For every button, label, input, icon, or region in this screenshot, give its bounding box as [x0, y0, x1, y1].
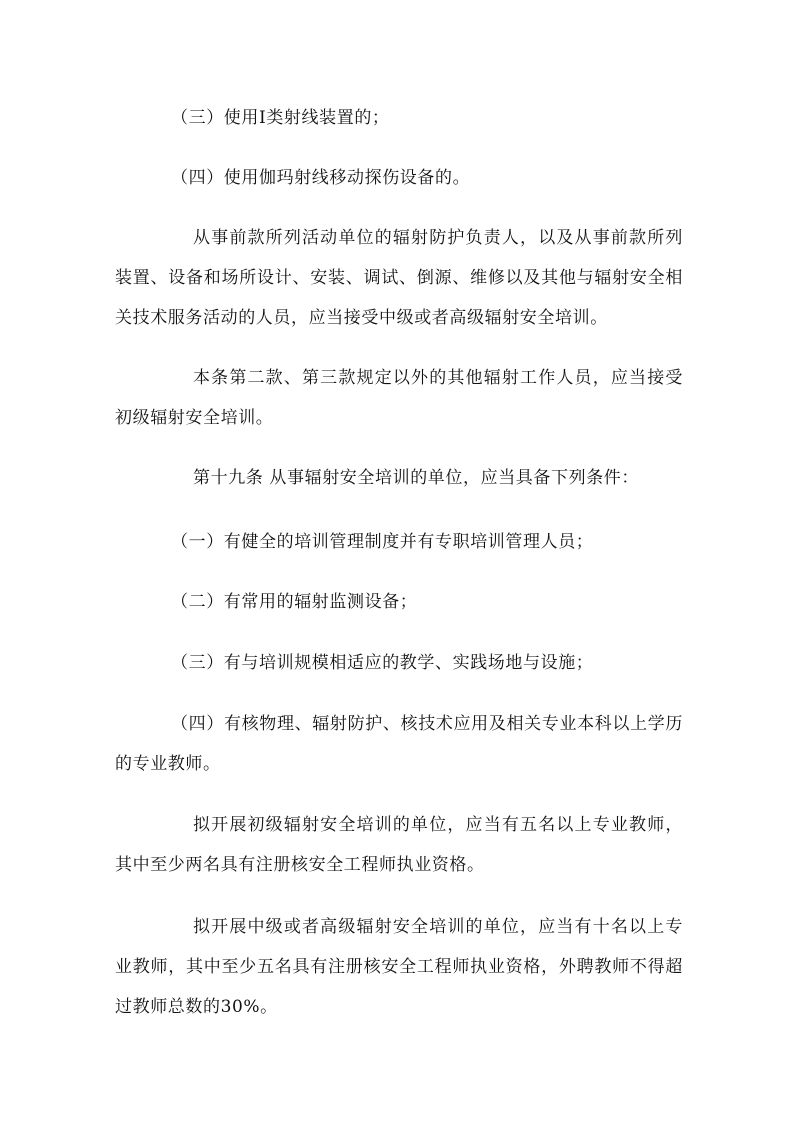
paragraph-junior-training-personnel: 本条第二款、第三款规定以外的其他辐射工作人员，应当接受初级辐射安全培训。: [115, 368, 683, 428]
paragraph-condition-4: （四）有核物理、辐射防护、核技术应用及相关专业本科以上学历的专业教师。: [115, 714, 683, 774]
paragraph-item-4-gamma-detection: （四）使用伽玛射线移动探伤设备的。: [171, 168, 471, 188]
paragraph-junior-training-teachers: 拟开展初级辐射安全培训的单位，应当有五名以上专业教师，其中至少两名具有注册核安全工程师执业资格。: [115, 815, 683, 875]
paragraph-condition-1: （一）有健全的培训管理制度并有专职培训管理人员；: [171, 532, 594, 552]
paragraph-mid-high-training-teachers: 拟开展中级或者高级辐射安全培训的单位，应当有十名以上专业教师，其中至少五名具有注册核安全工程师执业资格，外聘教师不得超过教师总数的30%。: [115, 917, 683, 1017]
paragraph-mid-high-training-personnel: 从事前款所列活动单位的辐射防护负责人，以及从事前款所列装置、设备和场所设计、安装、调试、倒源、维修以及其他与辐射安全相关技术服务活动的人员，应当接受中级或者高级辐射安全培训。: [115, 228, 683, 328]
paragraph-condition-3: （三）有与培训规模相适应的教学、实践场地与设施；: [171, 653, 594, 673]
paragraph-item-3-class-1-devices: （三）使用Ⅰ类射线装置的；: [171, 108, 390, 128]
paragraph-article-19-heading: 第十九条 从事辐射安全培训的单位，应当具备下列条件：: [193, 468, 640, 488]
paragraph-condition-2: （二）有常用的辐射监测设备；: [171, 592, 418, 612]
